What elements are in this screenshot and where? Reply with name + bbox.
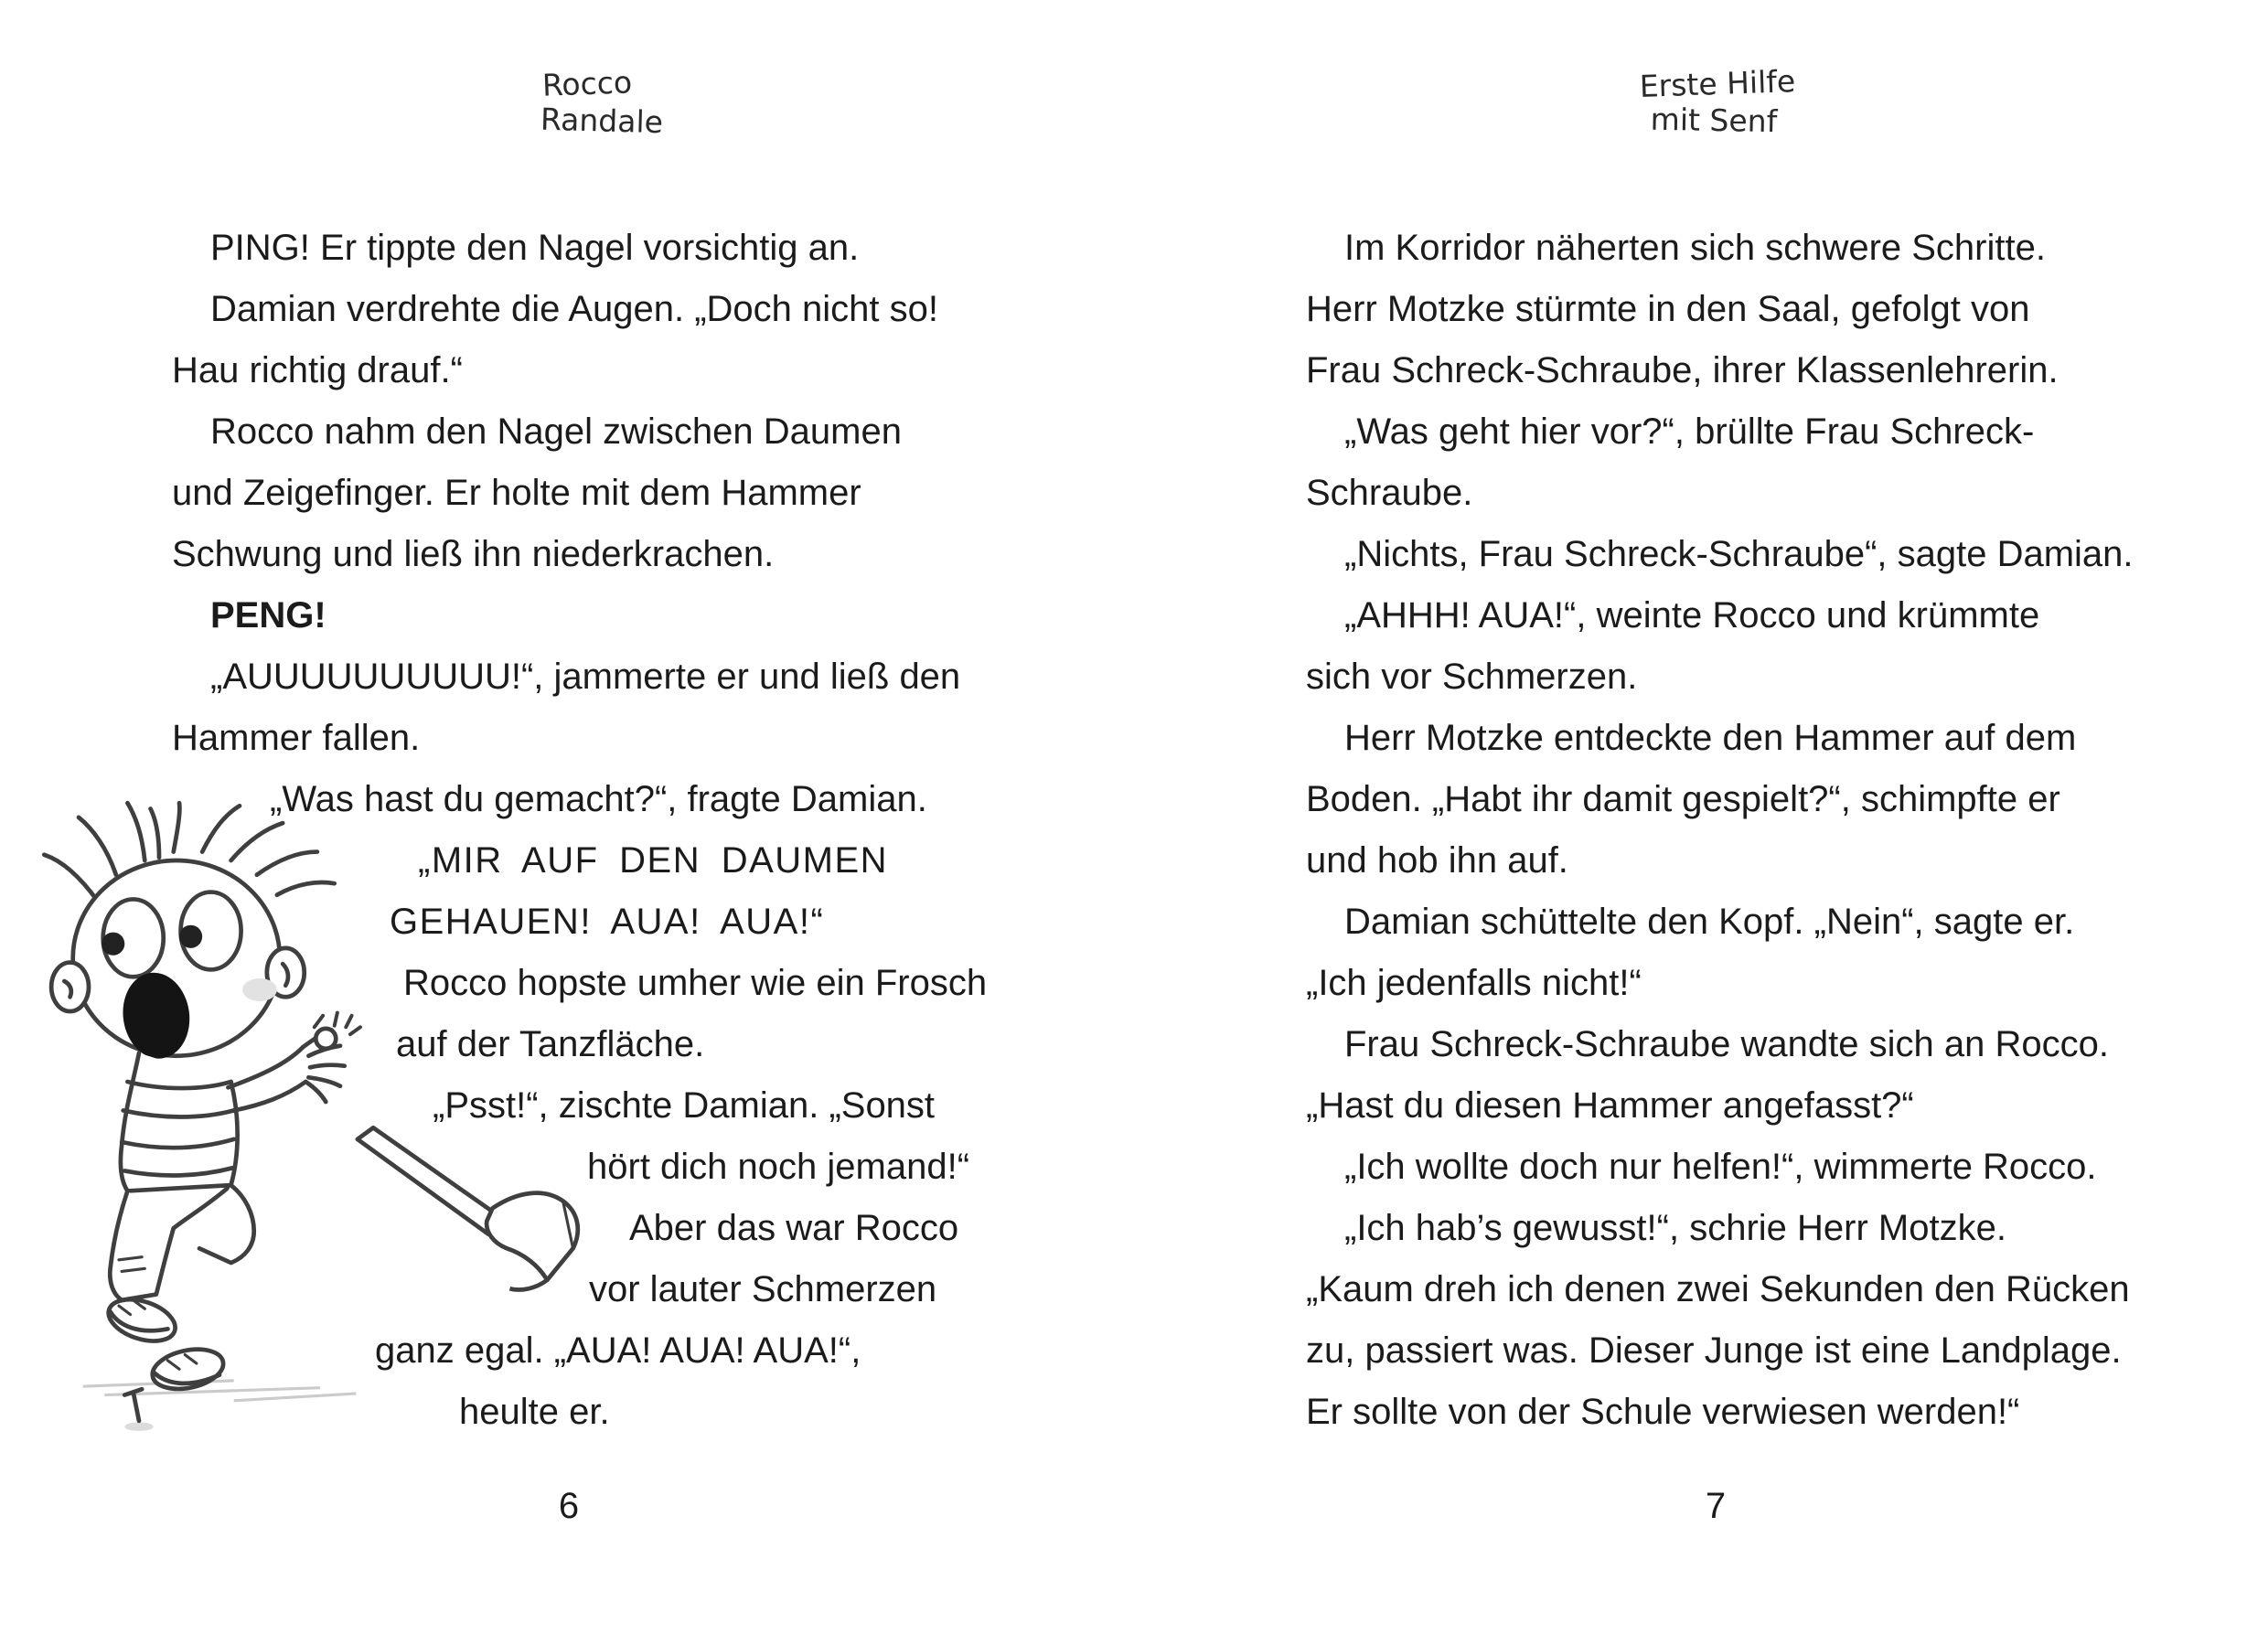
text-line: PING! Er tippte den Nagel vorsichtig an.	[210, 228, 860, 268]
boy-figure	[44, 803, 360, 1394]
text-line: „Ich hab’s gewusst!“, schrie Herr Motzke.	[1344, 1208, 2006, 1248]
text-line: Damian schüttelte den Kopf. „Nein“, sagte er.	[1344, 902, 2075, 942]
right-running-header	[1525, 63, 1910, 140]
text-line: Frau Schreck-Schraube, ihrer Klassenlehrerin.	[1306, 350, 2059, 390]
text-line: zu, passiert was. Dieser Junge ist eine Landplage.	[1306, 1330, 2122, 1371]
text-line: Herr Motzke stürmte in den Saal, gefolgt von	[1306, 289, 2030, 329]
text-line: Schraube.	[1306, 473, 1473, 513]
text-line: Frau Schreck-Schraube wandte sich an Rocco.	[1344, 1024, 2109, 1064]
text-line: ganz egal. „AUA! AUA! AUA!“,	[375, 1330, 861, 1371]
text-line: „Was geht hier vor?“, brüllte Frau Schreck-	[1344, 411, 2035, 452]
page-number-left: 6	[558, 1486, 580, 1526]
text-line: „MIR AUF DEN DAUMEN	[418, 840, 889, 881]
left-running-header	[395, 66, 779, 139]
text-line: „Ich wollte doch nur helfen!“, wimmerte Rocco.	[1344, 1147, 2097, 1187]
text-line: „Ich jedenfalls nicht!“	[1306, 963, 1642, 1003]
text-line: „Nichts, Frau Schreck-Schraube“, sagte Damian.	[1344, 534, 2134, 574]
text-line: auf der Tanzfläche.	[396, 1024, 705, 1064]
text-line: und hob ihn auf.	[1306, 840, 1568, 881]
text-line: Rocco nahm den Nagel zwischen Daumen	[210, 411, 902, 452]
text-line: Herr Motzke entdeckte den Hammer auf dem	[1344, 718, 2077, 758]
text-line: und Zeigefinger. Er holte mit dem Hammer	[172, 473, 861, 513]
text-line: sich vor Schmerzen.	[1306, 657, 1638, 697]
page-number-right: 7	[1705, 1486, 1727, 1526]
text-line: Aber das war Rocco	[629, 1208, 959, 1248]
hammer-icon	[358, 1127, 578, 1289]
text-line: Im Korridor näherten sich schwere Schritte.	[1344, 228, 2046, 268]
right-header-line1: Erste Hilfe	[1639, 63, 1796, 104]
text-line: PENG!	[210, 595, 326, 636]
text-line: GEHAUEN! AUA! AUA!“	[390, 902, 825, 942]
nail-icon	[124, 1389, 153, 1431]
text-line: Boden. „Habt ihr damit gespielt?“, schimpfte er	[1306, 779, 2060, 819]
boy-illustration	[18, 800, 622, 1454]
text-line: „AHHH! AUA!“, weinte Rocco und krümmte	[1344, 595, 2040, 636]
text-line: heulte er.	[459, 1392, 610, 1432]
left-header-line2: Randale	[540, 101, 664, 141]
right-page-text	[1306, 218, 2202, 1443]
text-line: Hammer fallen.	[172, 718, 421, 758]
right-header-line2: mit Senf	[1650, 101, 1778, 140]
text-line: „Psst!“, zischte Damian. „Sonst	[433, 1085, 936, 1126]
text-line: Rocco hopste umher wie ein Frosch	[403, 963, 988, 1003]
text-line: Damian verdrehte die Augen. „Doch nicht so!	[210, 289, 938, 329]
ground-shadow	[83, 1381, 357, 1401]
text-line: Schwung und ließ ihn niederkrachen.	[172, 534, 775, 574]
text-line: Er sollte von der Schule verwiesen werden!“	[1306, 1392, 2020, 1432]
text-line: „AUUUUUUUUUU!“, jammerte er und ließ den	[210, 657, 961, 697]
text-line: Hau richtig drauf.“	[172, 350, 463, 390]
left-header-line1: Rocco	[541, 64, 633, 103]
text-line: „Kaum dreh ich denen zwei Sekunden den Rücken	[1306, 1269, 2130, 1309]
text-line: „Was hast du gemacht?“, fragte Damian.	[270, 779, 927, 819]
text-line: hört dich noch jemand!“	[587, 1147, 970, 1187]
text-line: „Hast du diesen Hammer angefasst?“	[1306, 1085, 1914, 1126]
text-line: vor lauter Schmerzen	[589, 1269, 937, 1309]
